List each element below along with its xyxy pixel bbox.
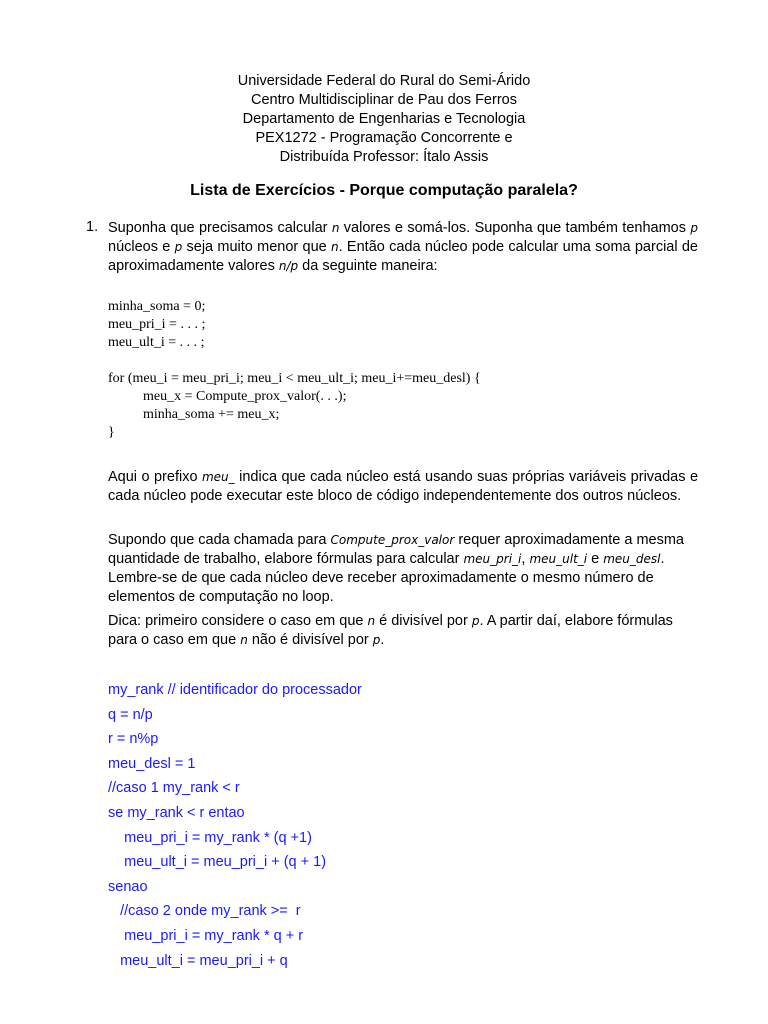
var-meu-ult-i: meu_ult_i [529, 552, 588, 566]
hint-text: . A partir daí, elabore fórmulas para o caso em que [108, 613, 673, 648]
answer-line: q = n/p [108, 706, 153, 723]
answer-line: meu_ult_i = meu_pri_i + q [108, 952, 288, 969]
center-name: Centro Multidisciplinar de Pau dos Ferros [251, 92, 517, 108]
answer-line: //caso 2 onde my_rank >= r [108, 903, 301, 920]
answer-line: //caso 1 my_rank < r [108, 780, 240, 797]
prefix-paragraph [108, 468, 698, 506]
document-header [0, 72, 768, 167]
var-p: p [372, 633, 381, 647]
answer-line: meu_ult_i = meu_pri_i + (q + 1) [108, 854, 327, 871]
separator: , [521, 551, 530, 567]
var-n-over-p: n/p [278, 259, 299, 273]
course-professor: Distribuída Professor: Ítalo Assis [279, 149, 489, 165]
hint-text: . [380, 632, 385, 648]
var-p: p [174, 240, 183, 254]
university-name: Universidade Federal do Rural do Semi-Árido [237, 73, 531, 89]
code-line: for (meu_i = meu_pri_i; meu_i < meu_ult_i; meu_i+=meu_desl) { [108, 371, 481, 386]
department-name: Departamento de Engenharias e Tecnologia [242, 111, 526, 127]
intro-text: seja muito menor que [182, 239, 332, 255]
var-meu-desl: meu_desl [603, 552, 661, 566]
answer-line: meu_pri_i = my_rank * q + r [108, 927, 304, 944]
hint-text: Dica: primeiro considere o caso em que [108, 613, 368, 629]
code-line: meu_pri_i = . . . ; [108, 317, 206, 332]
var-p: p [690, 221, 698, 235]
var-n: n [331, 240, 339, 254]
prefix-text: indica que cada núcleo está usando suas próprias variáveis privadas e cada núcleo pode executar este bloco de código independentemente dos outros núcleos. [108, 469, 699, 504]
prefix-text: Aqui o prefixo [108, 469, 202, 485]
answer-line: se my_rank < r entao [108, 804, 245, 821]
var-n: n [331, 221, 340, 235]
var-meu-pri-i: meu_pri_i [463, 552, 522, 566]
hint-text: não é divisível por [247, 632, 373, 648]
code-line: } [108, 425, 115, 440]
code-line: minha_soma += meu_x; [108, 407, 280, 422]
var-n: n [240, 633, 248, 647]
intro-text: núcleos e [108, 239, 175, 255]
supposing-text: . Lembre-se de que cada núcleo deve receber aproximadamente o mesmo número de elementos de computação no loop. [108, 551, 665, 605]
function-name: Compute_prox_valor [330, 533, 455, 547]
answer-block [108, 678, 362, 973]
answer-line: senao [108, 878, 148, 895]
code-block [108, 298, 481, 442]
supposing-text: Supondo que cada chamada para [108, 532, 331, 548]
var-p: p [471, 614, 480, 628]
question-intro [108, 219, 698, 276]
intro-text: valores e somá-los. Suponha que também tenhamos [339, 220, 691, 236]
intro-text: da seguinte maneira: [298, 258, 438, 274]
prefix-code: meu_ [201, 470, 235, 484]
answer-line: r = n%p [108, 731, 159, 748]
answer-line: my_rank // identificador do processador [108, 682, 362, 698]
hint-text: é divisível por [375, 613, 472, 629]
separator: e [587, 551, 604, 567]
code-line: meu_ult_i = . . . ; [108, 335, 205, 350]
code-line: meu_x = Compute_prox_valor(. . .); [108, 389, 347, 404]
page-title: Lista de Exercícios - Porque computação paralela? [190, 182, 578, 199]
code-line: minha_soma = 0; [108, 299, 206, 314]
intro-text: Suponha que precisamos calcular [108, 220, 332, 236]
answer-line: meu_desl = 1 [108, 755, 196, 772]
var-n: n [367, 614, 376, 628]
supposing-text: requer aproximadamente a mesma quantidade de trabalho, elabore fórmulas para calcular [108, 532, 684, 567]
code-line [108, 352, 481, 370]
question-number: 1. [86, 219, 99, 235]
supposing-paragraph [108, 531, 698, 607]
answer-line: meu_pri_i = my_rank * (q +1) [108, 829, 312, 846]
hint-paragraph [108, 612, 698, 650]
course-name: PEX1272 - Programação Concorrente e [255, 130, 513, 146]
intro-text: . Então cada núcleo pode calcular uma soma parcial de aproximadamente valores [108, 239, 698, 274]
